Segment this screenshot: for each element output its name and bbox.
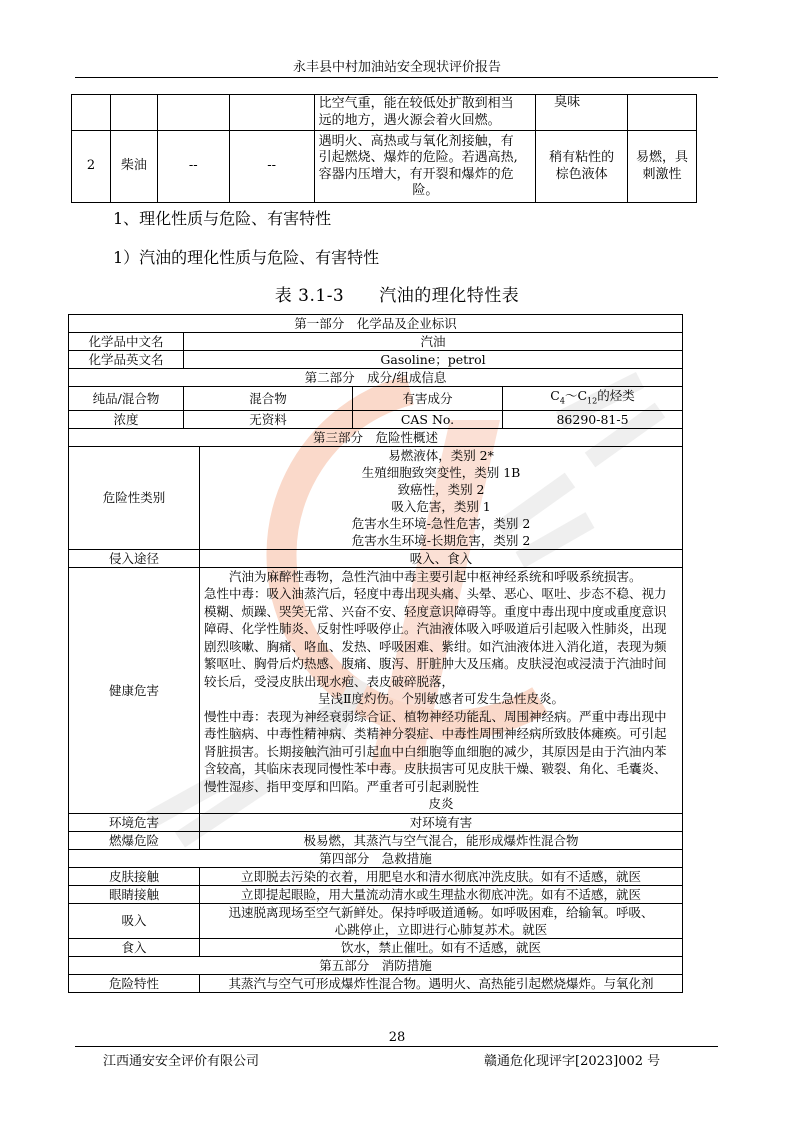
field-value: 汽油为麻醉性毒物，急性汽油中毒主要引起中枢神经系统和呼吸系统损害。 急性中毒：吸入油蒸汽后，轻度中毒出现头痛、头晕、恶心、呕吐、步态不稳、视力模糊、烦躁、哭笑无常、兴奋不安、轻度意识障碍等。重度中毒出现中度或重度意识障碍、化学性肺炎、反射性呼吸停止。汽油液体吸入呼吸道后引起吸入性肺炎，出现剧烈咳嗽、胸痛、咯血、发热、呼吸困难、紫绀。如汽油液体进入消化道，表现为频繁呕吐、胸骨后灼热感、腹痛、腹泻、肝脏肿大及压痛。皮肤浸泡或浸渍于汽油时间较长后，受浸皮肤出现水疱、表皮破碎脱落， 呈浅Ⅱ度灼伤。个别敏感者可发生急性皮炎。 慢性中毒：表现为神经衰弱综合证、植物神经功能乱、周围神经病。严重中毒出现中毒性脑病、中毒性精神病、类精神分裂症、中毒性周围神经病所致肢体瘫痪。可引起肾脏损害。长期接触汽油可引起血中白细胞等血细胞的减少，其原因是由于汽油内苯含较高，其临床表现同慢性苯中毒。皮肤损害可见皮肤干燥、皲裂、角化、毛囊炎、慢性湿疹、指甲变厚和凹陷。严重者可引起剥脱性 皮炎: [200, 567, 683, 813]
table-row: [69, 369, 683, 387]
field-value: 迅速脱离现场至空气新鲜处。保持呼吸道通畅。如呼吸困难，给输氧。呼吸、 心跳停止，立即进行心肺复苏术。就医: [200, 903, 683, 938]
section-title: 第四部分 急救措施: [69, 849, 683, 867]
field-value: $C_4\sim C_{12}$的烃类: [503, 387, 683, 411]
hazard-cell: 易燃，具 刺激性: [628, 131, 697, 203]
field-label: 皮肤接触: [69, 867, 200, 885]
field-value: 对环境有害: [200, 813, 683, 831]
table-caption: 表 3.1-3 汽油的理化特性表: [274, 286, 520, 306]
table-row: [69, 831, 683, 849]
continued-hazard-table: [71, 94, 697, 203]
field-value: 吸入、食入: [200, 549, 683, 567]
empty-value: --: [229, 131, 314, 203]
section-heading: 1、理化性质与危险、有害特性: [113, 209, 332, 228]
table-row: [72, 131, 697, 203]
page-header-title: 永丰县中村加油站安全现状评价报告: [292, 60, 501, 75]
footer-doc-number: 赣通危化现评字[2023]002 号: [484, 1054, 661, 1069]
table-row: [69, 974, 683, 992]
table-row: [69, 446, 683, 549]
field-label: 燃爆危险: [69, 831, 200, 849]
field-label: 吸入: [69, 903, 200, 938]
hazard-cell: [628, 95, 697, 131]
table-row: [69, 813, 683, 831]
field-label: 眼睛接触: [69, 885, 200, 903]
appearance-cell: 稍有粘性的 棕色液体: [536, 131, 628, 203]
table-row: [69, 410, 683, 428]
field-label: 环境危害: [69, 813, 200, 831]
hazard-description: 遇明火、高热或与氧化剂接触，有 引起燃烧、爆炸的危险。若遇高热, 容器内压增大，有开裂和爆炸的危 险。: [314, 131, 536, 203]
field-label: CAS No.: [353, 410, 503, 428]
field-value: 汽油: [184, 333, 683, 351]
section-title: 第二部分 成分/组成信息: [69, 369, 683, 387]
field-value: 无资料: [184, 410, 353, 428]
field-value: 86290-81-5: [503, 410, 683, 428]
table-row: [69, 567, 683, 813]
appearance-cell: 臭味: [536, 95, 628, 131]
subsection-heading: 1）汽油的理化性质与危险、有害特性: [113, 248, 380, 267]
field-label: 有害成分: [353, 387, 503, 411]
field-value: 易燃液体，类别 2* 生殖细胞致突变性，类别 1B 致癌性，类别 2 吸入危害，类别 1 危害水生环境-急性危害，类别 2 危害水生环境-长期危害，类别 2: [200, 446, 683, 549]
section-title: 第一部分 化学品及企业标识: [69, 315, 683, 333]
field-label: 纯品/混合物: [69, 387, 184, 411]
table-row: [69, 849, 683, 867]
field-label: 侵入途径: [69, 549, 200, 567]
field-value: 立即提起眼睑，用大量流动清水或生理盐水彻底冲洗。如有不适感，就医: [200, 885, 683, 903]
field-value: Gasoline；petrol: [184, 351, 683, 369]
field-value: 混合物: [184, 387, 353, 411]
footer-rule: [75, 1046, 718, 1047]
table-row: [69, 333, 683, 351]
page-number: 28: [388, 1030, 406, 1045]
empty-value: --: [157, 131, 229, 203]
substance-name: 柴油: [110, 131, 157, 203]
table-row: [69, 549, 683, 567]
field-label: 浓度: [69, 410, 184, 428]
section-title: 第五部分 消防措施: [69, 956, 683, 974]
gasoline-properties-table: [68, 314, 683, 993]
field-label: 化学品中文名: [69, 333, 184, 351]
field-value: 饮水，禁止催吐。如有不适感，就医: [200, 938, 683, 956]
field-value: 立即脱去污染的衣着，用肥皂水和清水彻底冲洗皮肤。如有不适感，就医: [200, 867, 683, 885]
footer-company: 江西通安安全评价有限公司: [103, 1054, 260, 1069]
table-row: [69, 867, 683, 885]
field-value: 极易燃，其蒸汽与空气混合，能形成爆炸性混合物: [200, 831, 683, 849]
table-row: [69, 956, 683, 974]
field-label: 危险特性: [69, 974, 200, 992]
field-label: 危险性类别: [69, 446, 200, 549]
table-row: [69, 428, 683, 446]
table-row: [69, 351, 683, 369]
table-row: [72, 95, 697, 131]
field-label: 健康危害: [69, 567, 200, 813]
field-value: 其蒸汽与空气可形成爆炸性混合物。遇明火、高热能引起燃烧爆炸。与氧化剂: [200, 974, 683, 992]
table-row: [69, 315, 683, 333]
table-row: [69, 885, 683, 903]
field-label: 食入: [69, 938, 200, 956]
table-row: [69, 938, 683, 956]
header-rule: [75, 77, 718, 78]
section-title: 第三部分 危险性概述: [69, 428, 683, 446]
row-number: 2: [72, 131, 111, 203]
table-row: [69, 387, 683, 411]
field-label: 化学品英文名: [69, 351, 184, 369]
hazard-description: 比空气重，能在较低处扩散到相当 远的地方，遇火源会着火回燃。: [314, 95, 536, 131]
table-row: [69, 903, 683, 938]
